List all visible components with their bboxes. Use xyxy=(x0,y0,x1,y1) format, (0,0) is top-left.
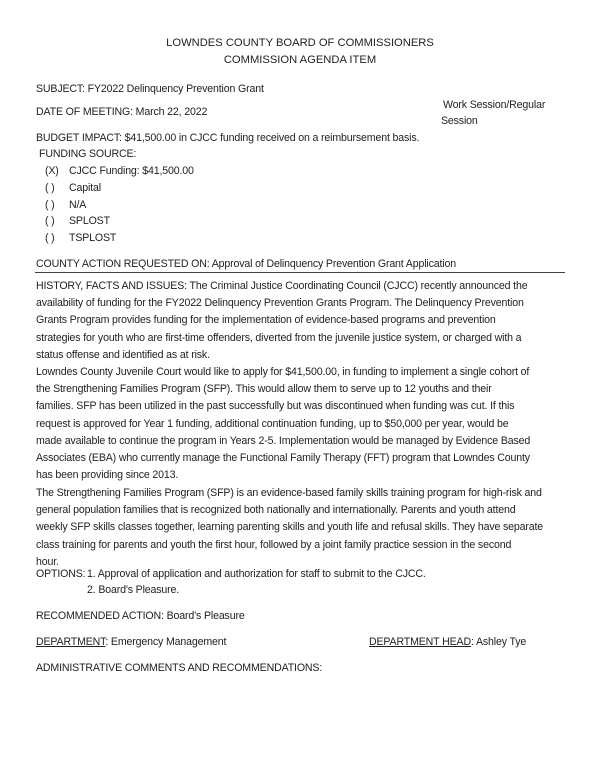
meeting-date-label: DATE OF MEETING: xyxy=(36,106,133,118)
meeting-date-row xyxy=(36,106,207,118)
paragraph-line: has been providing since 2013. xyxy=(36,469,179,482)
department-row xyxy=(36,636,226,648)
funding-checkbox-mark: ( ) xyxy=(45,232,55,244)
paragraph-line: families. SFP has been utilized in the past successfully but was discontinued when funding was cut. If this xyxy=(36,400,515,413)
funding-checkbox-mark: ( ) xyxy=(45,182,55,194)
juvenile-court-paragraph xyxy=(36,364,571,484)
department-head-row xyxy=(369,636,526,648)
history-paragraph xyxy=(36,278,571,364)
funding-item-label: SPLOST xyxy=(69,215,110,227)
funding-checkbox-mark: ( ) xyxy=(45,215,55,227)
budget-impact-value: $41,500.00 in CJCC funding received on a reimbursement basis. xyxy=(124,132,420,144)
funding-item-tsplost xyxy=(45,232,116,244)
paragraph-line: general population families that is recognized both nationally and internationally. Parents and youth attend xyxy=(36,504,516,517)
funding-item-cjcc xyxy=(45,165,194,177)
history-line: availability of funding for the FY2022 Delinquency Prevention Grants Program. The Delinquency Prevention xyxy=(36,297,524,310)
budget-impact-label: BUDGET IMPACT: xyxy=(36,132,122,144)
admin-comments-label: ADMINISTRATIVE COMMENTS AND RECOMMENDATIONS: xyxy=(36,662,323,674)
session-type-line1: Work Session/Regular xyxy=(443,99,546,111)
paragraph-line: made available to continue the program in Years 2-5. Implementation would be managed by Evidence Based xyxy=(36,434,531,447)
paragraph-line: class training for parents and youth the first hour, followed by a joint family practice session in the second xyxy=(36,538,512,551)
department-value: : Emergency Management xyxy=(105,636,227,648)
funding-checkbox-mark: (X) xyxy=(45,165,59,177)
paragraph-line: Lowndes County Juvenile Court would like to apply for $41,500.00, in funding to implement a single cohort of xyxy=(36,366,530,378)
subject-row xyxy=(36,83,264,95)
funding-checkbox-mark: ( ) xyxy=(45,199,55,211)
paragraph-line: request is approved for Year 1 funding, additional continuation funding, up to $50,000 per year, would be xyxy=(36,417,509,430)
document-subtitle: COMMISSION AGENDA ITEM xyxy=(223,54,377,66)
subject-value: FY2022 Delinquency Prevention Grant xyxy=(87,83,264,95)
history-line: strategies for youth who are first-time offenders, diverted from the juvenile justice system, or charged with a xyxy=(36,331,522,344)
option-item-1: 1. Approval of application and authorization for staff to submit to the CJCC. xyxy=(87,568,426,580)
paragraph-line: weekly SFP skills classes together, learning parenting skills and youth life and refusal skills. They have separate xyxy=(36,521,544,534)
document-title: LOWNDES COUNTY BOARD OF COMMISSIONERS xyxy=(166,37,434,49)
subject-label: SUBJECT: xyxy=(36,83,85,95)
funding-item-splost xyxy=(45,215,110,227)
county-action-row xyxy=(36,258,456,270)
recommended-action-row xyxy=(36,610,245,622)
session-type-line2: Session xyxy=(441,115,478,127)
funding-item-label: CJCC Funding: $41,500.00 xyxy=(69,165,194,177)
recommended-action-value: Board's Pleasure xyxy=(166,610,245,622)
funding-item-na xyxy=(45,199,86,211)
funding-item-label: Capital xyxy=(69,182,101,194)
recommended-action-label: RECOMMENDED ACTION: xyxy=(36,610,164,622)
history-line: Grants Program provides funding for the implementation of evidence-based programs and prevention xyxy=(36,314,496,327)
history-line: HISTORY, FACTS AND ISSUES: The Criminal Justice Coordinating Council (CJCC) recently announced the xyxy=(36,280,528,292)
section-divider xyxy=(35,272,565,273)
department-head-label: DEPARTMENT HEAD xyxy=(369,636,471,648)
paragraph-line: Associates (EBA) who currently manage the Functional Family Therapy (FFT) program that Lowndes County xyxy=(36,452,530,465)
sfp-description-paragraph xyxy=(36,485,571,571)
paragraph-line: The Strengthening Families Program (SFP) is an evidence-based family skills training program for high-risk and xyxy=(36,487,542,499)
county-action-label: COUNTY ACTION REQUESTED ON: xyxy=(36,258,210,270)
department-head-value: : Ashley Tye xyxy=(470,636,527,648)
option-item-2: 2. Board's Pleasure. xyxy=(87,584,180,596)
county-action-value: Approval of Delinquency Prevention Grant Application xyxy=(211,258,456,270)
funding-item-label: TSPLOST xyxy=(69,232,117,244)
budget-impact-row xyxy=(36,132,419,144)
funding-item-capital xyxy=(45,182,101,194)
meeting-date-value: March 22, 2022 xyxy=(135,106,208,118)
paragraph-line: hour. xyxy=(36,555,59,568)
funding-item-label: N/A xyxy=(69,199,87,211)
department-label: DEPARTMENT xyxy=(36,636,106,648)
paragraph-line: the Strengthening Families Program (SFP). This would allow them to serve up to 12 youths and their xyxy=(36,383,492,396)
options-label: OPTIONS: xyxy=(36,568,86,580)
funding-source-label: FUNDING SOURCE: xyxy=(39,148,137,160)
history-line: status offense and identified as at risk. xyxy=(36,348,210,361)
